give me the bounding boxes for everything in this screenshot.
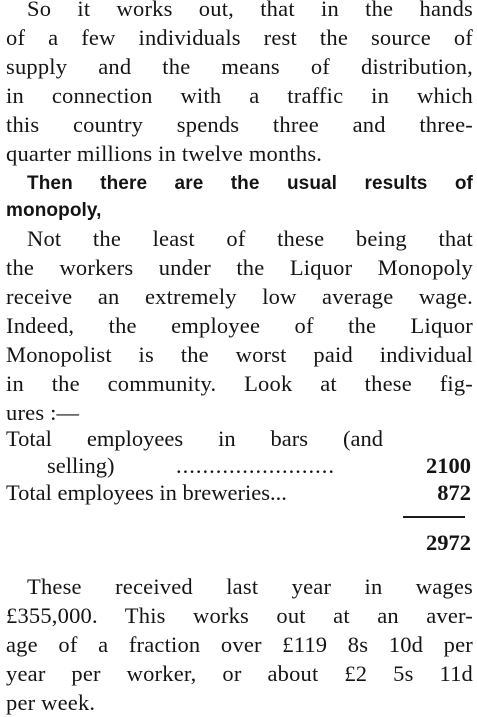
- paragraph-3-line-2: £355,000. This works out at an aver-: [6, 603, 473, 628]
- table-row-bars-value: 2100: [426, 453, 471, 478]
- table-row-bars-label-cont: selling): [47, 453, 115, 478]
- paragraph-3-line-5: per week.: [6, 690, 96, 715]
- table-row-bars-label-text: Total employees in bars (and: [6, 426, 383, 451]
- paragraph-2-line-6: in the community. Look at these fig-: [6, 371, 473, 396]
- paragraph-3-line-3: age of a fraction over £119 8s 10d per: [6, 632, 473, 657]
- section-heading-line-1: Then there are the usual results of: [27, 173, 473, 194]
- paragraph-1-line-6: quarter millions in twelve months.: [6, 141, 323, 166]
- table-total-value: 2972: [426, 530, 471, 555]
- section-heading-line-2: monopoly,: [6, 200, 102, 221]
- paragraph-1-line-1: So it works out, that in the hands: [27, 0, 473, 21]
- paragraph-1-line-5: this country spends three and three-: [6, 112, 473, 137]
- paragraph-2-line-3: receive an extremely low average wage.: [6, 284, 473, 309]
- paragraph-1-line-4: in connection with a traffic in which: [6, 83, 473, 108]
- paragraph-2-line-2: the workers under the Liquor Monopoly: [6, 255, 473, 280]
- table-row-breweries-value: 872: [437, 480, 471, 505]
- paragraph-1-line-2: of a few individuals rest the source of: [6, 25, 473, 50]
- paragraph-2-line-7: ures :—: [6, 400, 80, 425]
- table-row-bars-leader: ........................: [176, 453, 335, 478]
- paragraph-2-line-5: Monopolist is the worst paid individual: [6, 342, 473, 367]
- sum-rule: [403, 516, 465, 518]
- table-row-breweries-label: Total employees in breweries...: [6, 480, 287, 505]
- paragraph-2-line-1: Not the least of these being that: [27, 226, 473, 251]
- paragraph-2-line-4: Indeed, the employee of the Liquor: [6, 313, 473, 338]
- paragraph-3-line-1: These received last year in wages: [27, 574, 473, 599]
- paragraph-1-line-3: supply and the means of distribution,: [6, 54, 473, 79]
- paragraph-3-line-4: year per worker, or about £2 5s 11d: [6, 661, 473, 686]
